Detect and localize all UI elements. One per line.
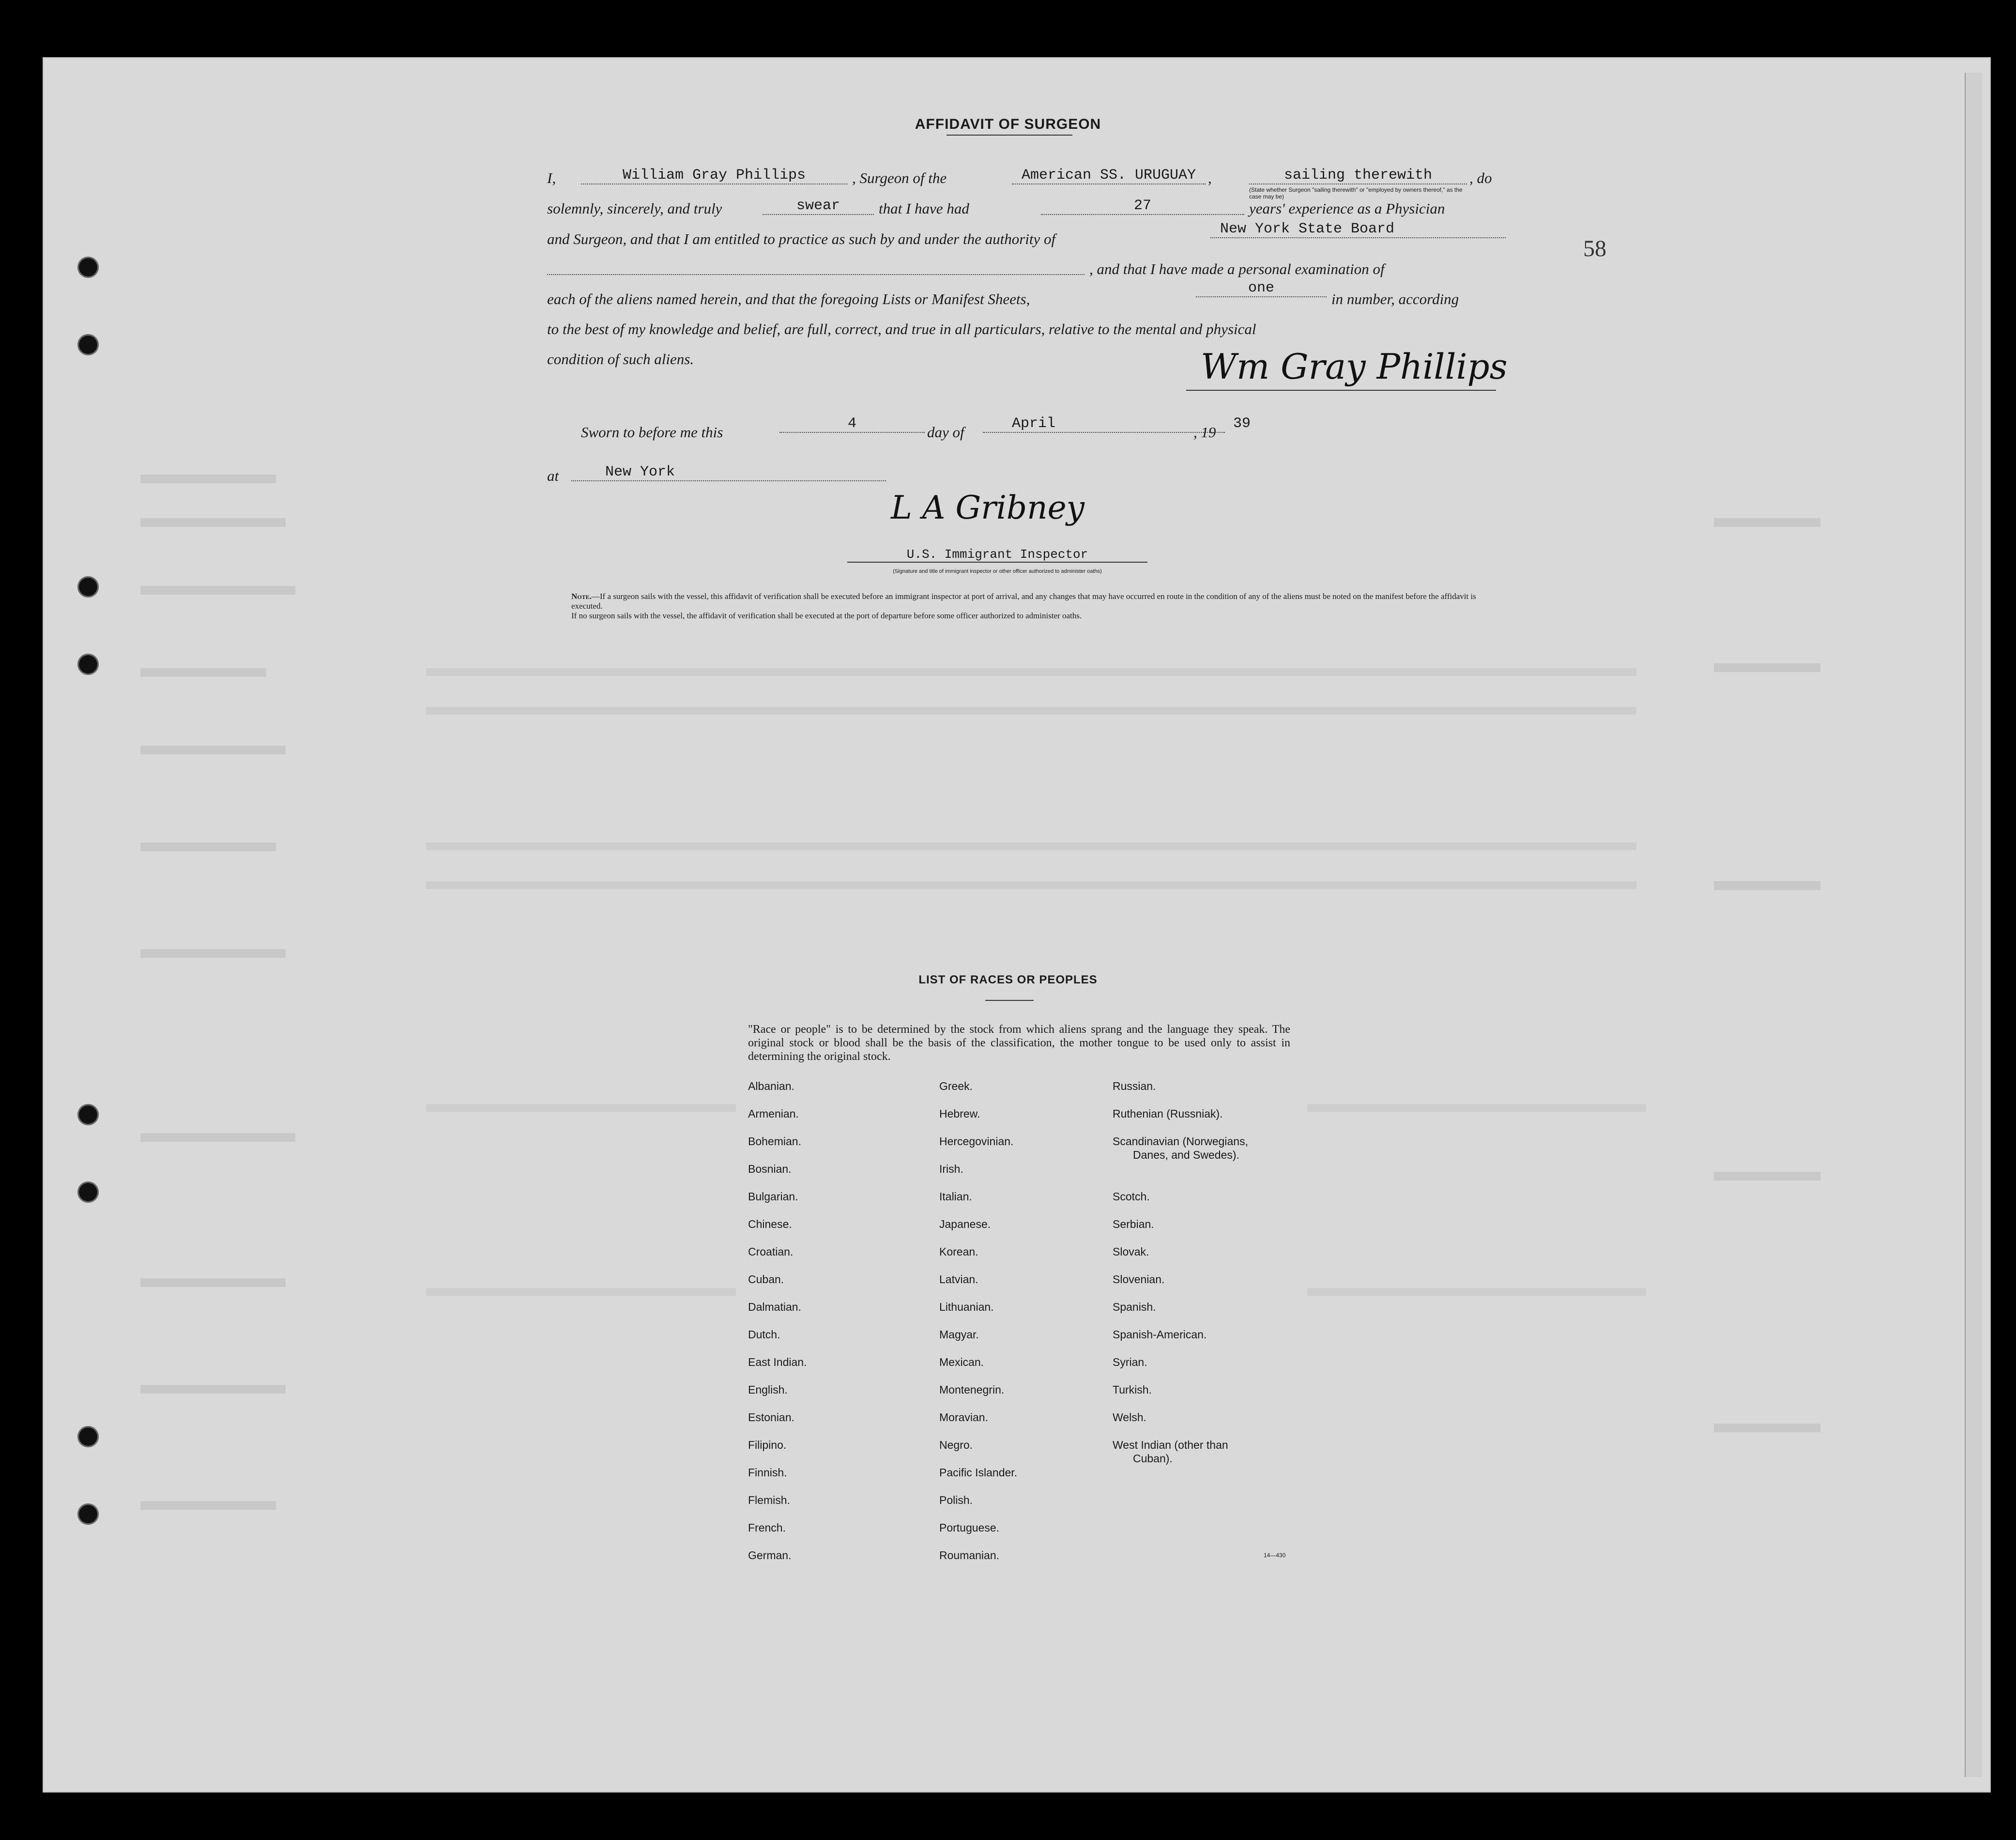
race-item: French. xyxy=(748,1521,786,1534)
place-field: New York xyxy=(571,464,886,481)
race-item: Bohemian. xyxy=(748,1135,801,1148)
affidavit-text: day of xyxy=(927,424,964,441)
binder-hole xyxy=(77,576,99,598)
affidavit-note xyxy=(571,592,1501,621)
affidavit-title: AFFIDAVIT OF SURGEON xyxy=(915,116,1101,132)
race-item: Armenian. xyxy=(748,1107,799,1120)
affidavit-text: in number, according xyxy=(1331,291,1459,307)
race-item: Filipino. xyxy=(748,1439,787,1451)
race-item: Slovak. xyxy=(1113,1245,1149,1258)
page-number: 58 xyxy=(1583,236,1606,261)
affidavit-text: , 19 xyxy=(1193,424,1216,441)
race-item: Croatian. xyxy=(748,1245,794,1258)
race-item: Montenegrin. xyxy=(939,1383,1005,1396)
race-item: Portuguese. xyxy=(939,1521,1000,1534)
sworn-day-field: 4 xyxy=(779,415,925,433)
manifest-page xyxy=(43,57,1991,1793)
race-item: Syrian. xyxy=(1113,1356,1147,1368)
binder-hole xyxy=(77,1503,99,1525)
race-item: Polish. xyxy=(939,1494,973,1506)
race-item: Hebrew. xyxy=(939,1107,980,1120)
race-item: Danes, and Swedes). xyxy=(1133,1149,1239,1161)
race-item: Moravian. xyxy=(939,1411,988,1424)
race-item: Finnish. xyxy=(748,1466,787,1479)
binder-hole xyxy=(77,257,99,278)
race-item: Scotch. xyxy=(1113,1190,1150,1203)
race-item: Hercegovinian. xyxy=(939,1135,1014,1148)
sheets-count-field: one xyxy=(1196,280,1327,297)
race-item: Slovenian. xyxy=(1113,1273,1165,1286)
race-item: English. xyxy=(748,1383,788,1396)
race-item: Russian. xyxy=(1113,1080,1156,1092)
race-item: Bosnian. xyxy=(748,1163,792,1175)
affidavit-text: solemnly, sincerely, and truly xyxy=(547,200,722,217)
race-item: Scandinavian (Norwegians, xyxy=(1113,1135,1248,1148)
vessel-field: American SS. URUGUAY xyxy=(1012,167,1206,184)
page-edge xyxy=(1965,73,1982,1777)
affidavit-text: to the best of my knowledge and belief, are full, correct, and true in all particulars, relative to the mental and physical xyxy=(547,321,1256,337)
affidavit-text: , and that I have made a personal examination of xyxy=(1089,261,1385,277)
binder-hole xyxy=(77,1426,99,1447)
race-item: Albanian. xyxy=(748,1080,794,1092)
race-item: West Indian (other than xyxy=(1113,1439,1228,1451)
affidavit-text: , xyxy=(1208,169,1212,186)
races-title: LIST OF RACES OR PEOPLES xyxy=(918,973,1098,986)
surgeon-signature: Wm Gray Phillips xyxy=(1201,346,1508,387)
binder-hole xyxy=(77,1181,99,1203)
sailing-status-field: sailing therewith xyxy=(1249,167,1467,184)
race-item: Ruthenian (Russniak). xyxy=(1113,1107,1223,1120)
affidavit-text: years' experience as a Physician xyxy=(1249,200,1445,217)
race-item: Cuban). xyxy=(1133,1452,1173,1465)
race-item: Serbian. xyxy=(1113,1218,1154,1230)
race-item: Chinese. xyxy=(748,1218,792,1230)
race-item: Spanish. xyxy=(1113,1301,1156,1313)
oath-field: swear xyxy=(763,198,874,215)
note-text: —If a surgeon sails with the vessel, this affidavit of verification shall be executed before an immigrant inspector at port of arrival, and any changes that may have occurred en route in the condition of any of the aliens must be noted on the manifest before the affidavit is executed. xyxy=(571,592,1476,611)
affidavit-text: at xyxy=(547,467,559,484)
race-item: Pacific Islander. xyxy=(939,1466,1018,1479)
race-item: Korean. xyxy=(939,1245,978,1258)
binder-hole xyxy=(77,334,99,355)
affidavit-text: and Surgeon, and that I am entitled to practice as such by and under the authority of xyxy=(547,230,1056,247)
race-item: Lithuanian. xyxy=(939,1301,994,1313)
affidavit-text: , Surgeon of the xyxy=(852,169,947,186)
inspector-title: U.S. Immigrant Inspector xyxy=(847,547,1147,563)
authority-continued-field xyxy=(547,259,1084,275)
binder-hole xyxy=(77,1104,99,1125)
signature-line xyxy=(1186,390,1496,391)
affidavit-text: each of the aliens named herein, and that the foregoing Lists or Manifest Sheets, xyxy=(547,291,1030,307)
title-underline xyxy=(985,1000,1034,1001)
races-definition: "Race or people" is to be determined by the stock from which aliens sprang and the language they speak. The original stock or blood shall be the basis of the classification, the mother tongue to be used only to assist in determining the original stock. xyxy=(748,1023,1290,1063)
race-item: Turkish. xyxy=(1113,1383,1152,1396)
authority-field: New York State Board xyxy=(1210,221,1506,238)
affidavit-text: that I have had xyxy=(879,200,969,217)
race-item: Estonian. xyxy=(748,1411,794,1424)
race-item: Spanish-American. xyxy=(1113,1328,1207,1341)
race-item: Bulgarian. xyxy=(748,1190,798,1203)
inspector-signature: L A Gribney xyxy=(891,489,1084,526)
race-item: German. xyxy=(748,1549,792,1562)
years-field: 27 xyxy=(1041,198,1244,215)
race-item: Irish. xyxy=(939,1163,963,1175)
affidavit-text: , do xyxy=(1469,169,1492,186)
sworn-year-field: 39 xyxy=(1233,415,1251,432)
note-text-2: If no surgeon sails with the vessel, the affidavit of verification shall be executed at the port of departure before some officer authorized to administer oaths. xyxy=(571,611,1082,620)
race-item: Dalmatian. xyxy=(748,1301,801,1313)
affidavit-text: Sworn to before me this xyxy=(581,424,723,441)
title-underline xyxy=(947,135,1072,136)
race-item: Dutch. xyxy=(748,1328,780,1341)
race-item: Cuban. xyxy=(748,1273,784,1286)
binder-hole xyxy=(77,654,99,675)
affidavit-text: I, xyxy=(547,169,556,186)
race-item: Greek. xyxy=(939,1080,973,1092)
race-item: Italian. xyxy=(939,1190,972,1203)
race-item: Roumanian. xyxy=(939,1549,1000,1562)
race-item: Japanese. xyxy=(939,1218,991,1230)
race-item: East Indian. xyxy=(748,1356,807,1368)
race-item: Mexican. xyxy=(939,1356,984,1368)
race-item: Flemish. xyxy=(748,1494,790,1506)
race-item: Negro. xyxy=(939,1439,973,1451)
race-item: Welsh. xyxy=(1113,1411,1146,1424)
inspector-note: (Signature and title of immigrant inspector or other officer authorized to administer oaths) xyxy=(893,568,1102,574)
race-item: Latvian. xyxy=(939,1273,978,1286)
sailing-note: (State whether Surgeon "sailing therewith" or "employed by owners thereof," as the case may be) xyxy=(1249,186,1463,200)
surgeon-name-field: William Gray Phillips xyxy=(581,167,847,184)
affidavit-text: condition of such aliens. xyxy=(547,351,694,368)
race-item: Magyar. xyxy=(939,1328,979,1341)
note-label: Note. xyxy=(571,592,592,601)
sworn-month-field: April xyxy=(983,415,1225,433)
form-code: 14—430 xyxy=(1264,1552,1286,1559)
